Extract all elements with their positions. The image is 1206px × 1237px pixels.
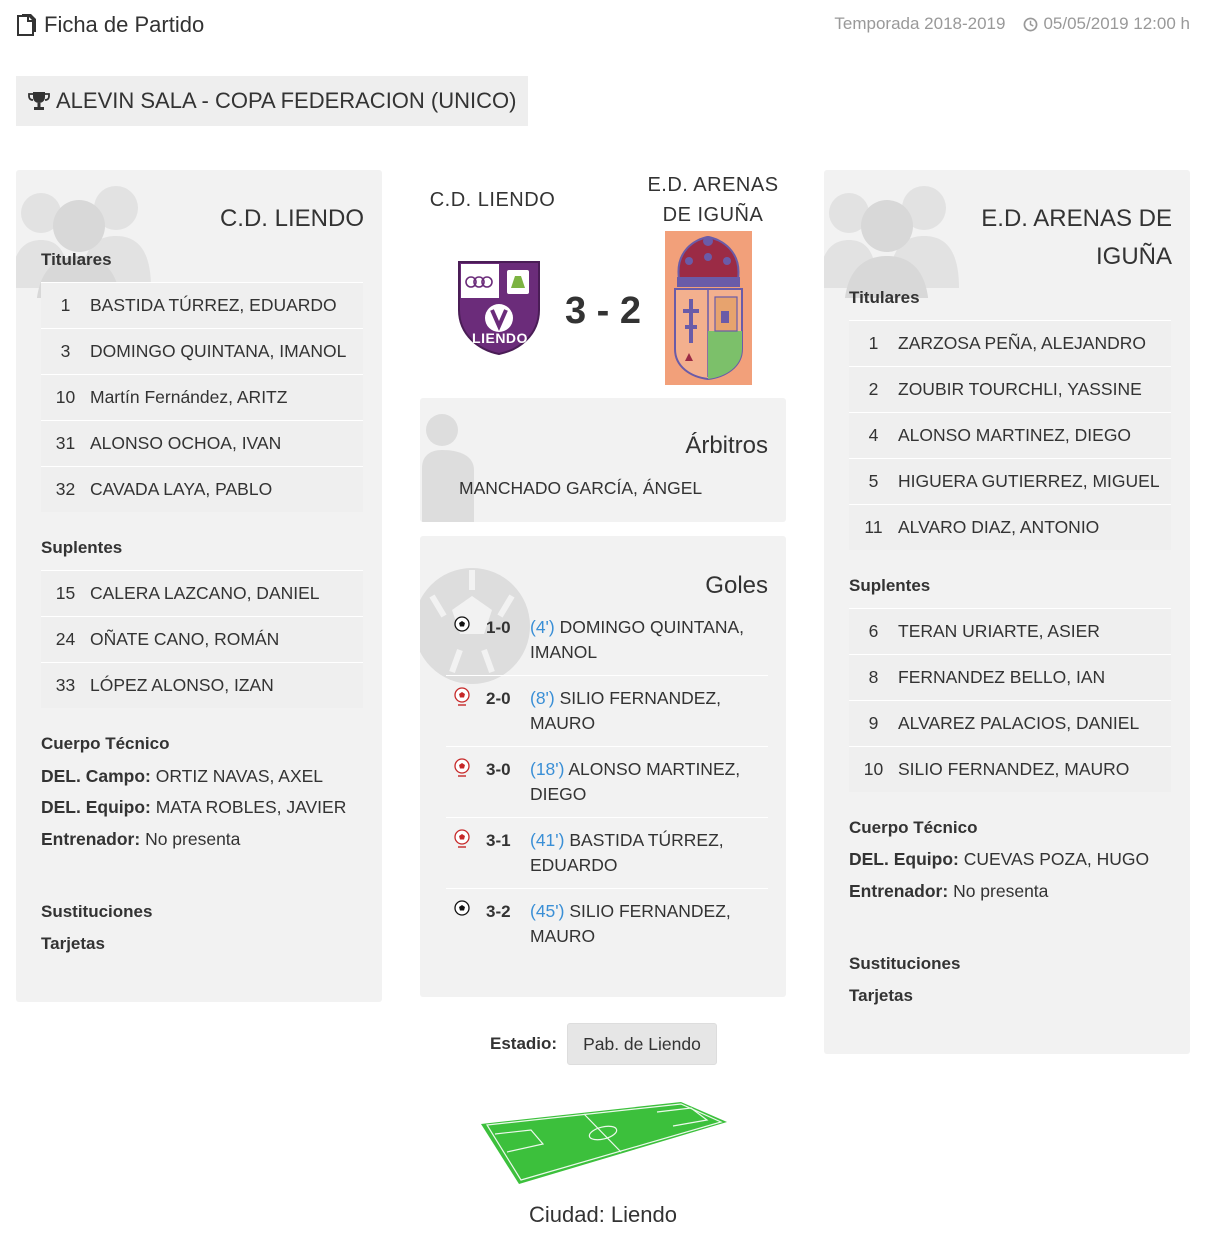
player-name: CALERA LAZCANO, DANIEL (90, 583, 320, 603)
player-name: HIGUERA GUTIERREZ, MIGUEL (898, 471, 1160, 491)
player-number: 6 (868, 621, 879, 641)
staff-name: No presenta (953, 881, 1049, 901)
player-name: FERNANDEZ BELLO, IAN (898, 667, 1106, 687)
ball-black-icon (454, 900, 470, 916)
goal-row (446, 605, 768, 676)
staff-name: No presenta (145, 829, 241, 849)
player-name: BASTIDA TÚRREZ, EDUARDO (90, 295, 337, 315)
goal-score: 1-0 (486, 618, 511, 637)
pitch-icon (481, 1100, 727, 1186)
home-titulares-title: Titulares (41, 250, 112, 269)
away-titulares-list (849, 320, 1171, 550)
player-number: 10 (55, 387, 76, 407)
page-header (16, 12, 1190, 42)
player-row[interactable] (41, 662, 363, 708)
goal-text (530, 615, 768, 665)
users-bg-icon (824, 178, 959, 298)
page-title-text: Ficha de Partido (44, 12, 205, 37)
season-label: Temporada 2018-2019 (834, 14, 1006, 33)
player-number: 2 (868, 379, 879, 399)
away-cuerpo-title: Cuerpo Técnico (849, 818, 978, 837)
player-row[interactable] (849, 504, 1171, 550)
goals-list (446, 605, 768, 960)
goal-player: DOMINGO QUINTANA, IMANOL (530, 617, 745, 662)
home-staff-campo (41, 766, 323, 787)
ball-black-icon (454, 616, 470, 632)
player-number: 1 (868, 333, 879, 353)
home-tarjetas-title: Tarjetas (41, 934, 105, 953)
goal-score: 3-0 (486, 760, 511, 779)
goal-player: SILIO FERNANDEZ, MAURO (530, 688, 722, 733)
home-team-name: C.D. LIENDO (219, 205, 364, 232)
player-number: 1 (60, 295, 71, 315)
player-name: ALONSO OCHOA, IVAN (90, 433, 282, 453)
staff-role: DEL. Equipo: (41, 797, 151, 817)
home-team-panel (16, 170, 382, 1002)
away-team-name (981, 200, 1172, 276)
player-number: 33 (55, 675, 76, 695)
page-title (16, 12, 204, 38)
player-name: ALVARO DIAZ, ANTONIO (898, 517, 1100, 537)
goal-player: BASTIDA TÚRREZ, EDUARDO (530, 830, 724, 875)
match-meta (834, 14, 1190, 34)
home-crest-text: LIENDO (472, 330, 528, 346)
home-sustituciones-title: Sustituciones (41, 902, 153, 921)
player-row[interactable] (849, 458, 1171, 504)
goal-minute: (41') (530, 830, 565, 850)
staff-role: DEL. Campo: (41, 766, 151, 786)
home-cuerpo-title: Cuerpo Técnico (41, 734, 170, 753)
player-row[interactable] (849, 320, 1171, 366)
player-name: ZOUBIR TOURCHLI, YASSINE (898, 379, 1142, 399)
goals-title: Goles (705, 572, 768, 599)
referees-title: Árbitros (685, 432, 768, 459)
home-team-label: C.D. LIENDO (429, 189, 556, 211)
ball-red-icon (454, 758, 470, 778)
player-number: 8 (868, 667, 879, 687)
goal-player: ALONSO MARTINEZ, DIEGO (530, 759, 741, 804)
player-name: ZARZOSA PEÑA, ALEJANDRO (898, 333, 1146, 353)
player-row[interactable] (41, 328, 363, 374)
player-number: 15 (55, 583, 76, 603)
stadium-button[interactable]: Pab. de Liendo (567, 1023, 717, 1065)
staff-name: CUEVAS POZA, HUGO (963, 849, 1150, 869)
player-row[interactable] (849, 366, 1171, 412)
player-row[interactable] (41, 420, 363, 466)
goal-minute: (45') (530, 901, 565, 921)
ball-red-icon (454, 829, 470, 849)
away-sustituciones-title: Sustituciones (849, 954, 961, 973)
stadium-label: Estadio: (490, 1034, 558, 1053)
player-name: LÓPEZ ALONSO, IZAN (90, 675, 274, 695)
away-suplentes-list (849, 608, 1171, 792)
staff-name: ORTIZ NAVAS, AXEL (155, 766, 324, 786)
away-staff-entrenador (849, 881, 1048, 902)
player-number: 3 (60, 341, 71, 361)
player-number: 5 (868, 471, 879, 491)
away-suplentes-title: Suplentes (849, 576, 931, 595)
stadium-info (490, 1023, 717, 1065)
player-name: Martín Fernández, ARITZ (90, 387, 288, 407)
goal-row (446, 889, 768, 960)
home-staff-entrenador (41, 829, 240, 850)
player-number: 10 (863, 759, 884, 779)
player-name: ALVAREZ PALACIOS, DANIEL (898, 713, 1140, 733)
referee-name: MANCHADO GARCÍA, ÁNGEL (459, 478, 703, 498)
referees-panel (420, 398, 786, 522)
player-row[interactable] (41, 282, 363, 328)
player-row[interactable] (41, 616, 363, 662)
document-icon (16, 13, 38, 37)
home-titulares-list (41, 282, 363, 512)
player-row[interactable] (849, 700, 1171, 746)
away-team-panel (824, 170, 1190, 1054)
player-row[interactable] (849, 746, 1171, 792)
staff-role: Entrenador: (41, 829, 141, 849)
goal-minute: (8') (530, 688, 555, 708)
player-number: 9 (868, 713, 879, 733)
player-row[interactable] (849, 412, 1171, 458)
trophy-icon (28, 91, 50, 111)
goal-player: SILIO FERNANDEZ, MAURO (530, 901, 731, 946)
away-team-label (640, 170, 786, 230)
player-row[interactable] (41, 570, 363, 616)
city-label: Ciudad: Liendo (528, 1202, 677, 1227)
goal-text (530, 899, 768, 950)
goal-minute: (4') (530, 617, 555, 637)
goal-row (446, 818, 768, 889)
player-row[interactable] (41, 374, 363, 420)
goal-text (530, 828, 768, 878)
competition-banner (16, 76, 528, 126)
person-bg-icon (420, 408, 480, 522)
player-name: DOMINGO QUINTANA, IMANOL (90, 341, 347, 361)
goal-score: 3-2 (486, 902, 511, 921)
goal-score: 2-0 (486, 689, 511, 708)
goal-minute: (18') (530, 759, 565, 779)
match-datetime (1023, 14, 1190, 34)
player-name: TERAN URIARTE, ASIER (898, 621, 1100, 641)
player-name: SILIO FERNANDEZ, MAURO (898, 759, 1130, 779)
away-tarjetas-title: Tarjetas (849, 986, 913, 1005)
goal-row (446, 747, 768, 818)
match-score: 3 - 2 (564, 290, 642, 332)
away-label-line2: DE IGUÑA (662, 204, 764, 226)
player-row[interactable] (849, 654, 1171, 700)
player-number: 24 (55, 629, 76, 649)
player-name: OÑATE CANO, ROMÁN (90, 629, 280, 649)
away-crest-logo (665, 231, 752, 385)
home-suplentes-title: Suplentes (41, 538, 123, 557)
player-row[interactable] (849, 608, 1171, 654)
player-number: 31 (55, 433, 76, 453)
away-label-line1: E.D. ARENAS (647, 174, 779, 196)
player-number: 4 (868, 425, 879, 445)
player-number: 11 (864, 517, 883, 537)
home-suplentes-list (41, 570, 363, 708)
ball-red-icon (454, 687, 470, 707)
datetime-text: 05/05/2019 12:00 h (1043, 14, 1190, 33)
away-titulares-title: Titulares (849, 288, 920, 307)
staff-name: MATA ROBLES, JAVIER (155, 797, 347, 817)
player-name: CAVADA LAYA, PABLO (90, 479, 273, 499)
away-name-line2: IGUÑA (1095, 243, 1172, 270)
goal-text (530, 686, 768, 736)
staff-role: DEL. Equipo: (849, 849, 959, 869)
goal-row (446, 676, 768, 747)
users-bg-icon (16, 178, 151, 298)
player-number: 32 (55, 479, 76, 499)
away-name-line1: E.D. ARENAS DE (981, 205, 1172, 232)
clock-icon (1023, 17, 1038, 32)
away-staff-equipo (849, 849, 1149, 870)
player-row[interactable] (41, 466, 363, 512)
competition-name: ALEVIN SALA - COPA FEDERACION (UNICO) (56, 88, 517, 113)
goal-text (530, 757, 768, 807)
goal-score: 3-1 (486, 831, 511, 850)
player-name: ALONSO MARTINEZ, DIEGO (898, 425, 1132, 445)
home-staff-equipo (41, 797, 346, 818)
staff-role: Entrenador: (849, 881, 949, 901)
